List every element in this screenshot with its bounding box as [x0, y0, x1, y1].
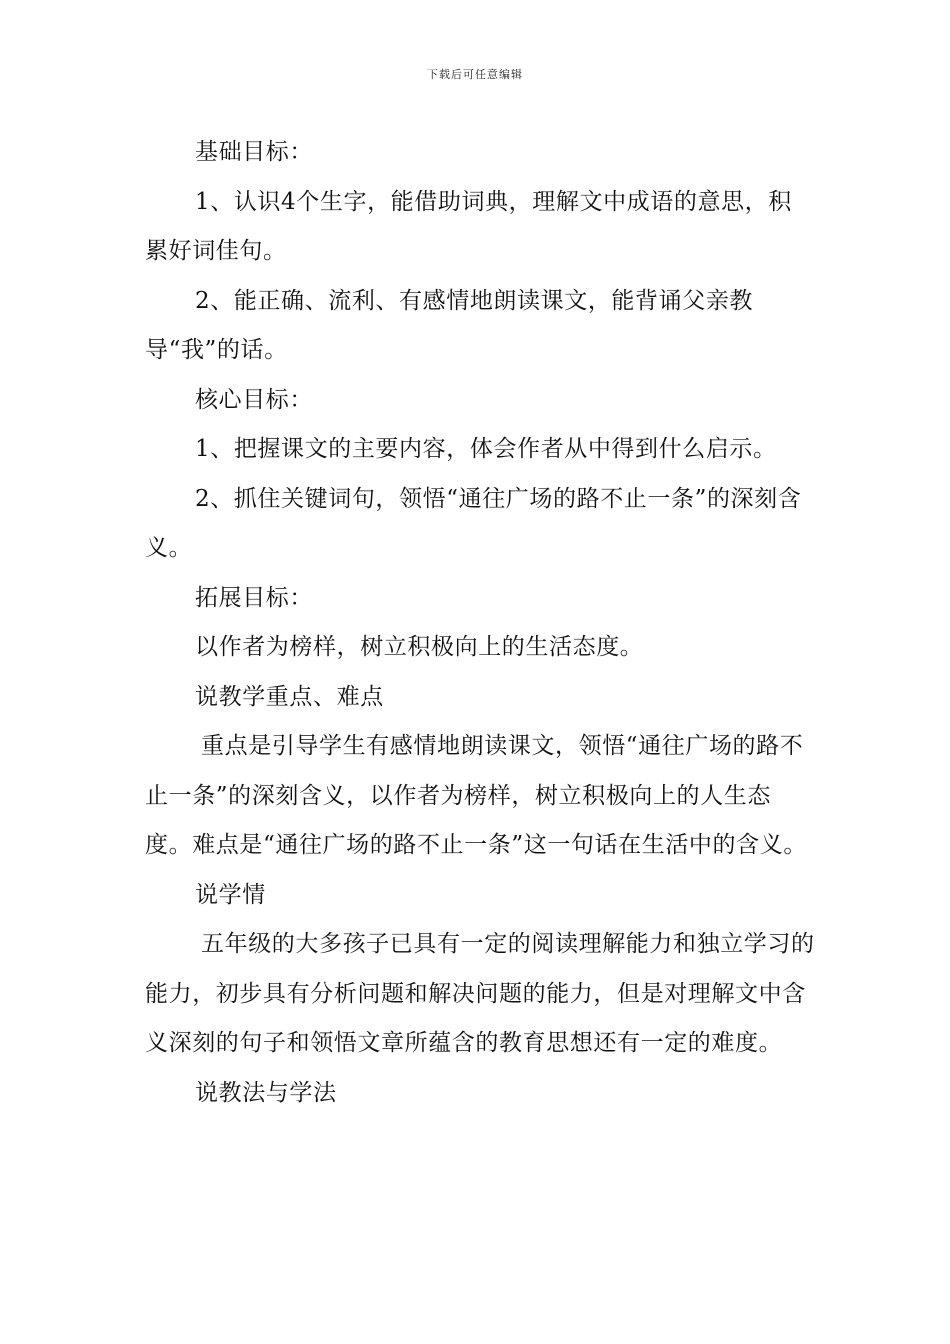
- section-heading-key-points: 说教学重点、难点: [195, 683, 384, 710]
- section-heading-core-goals: 核心目标：: [195, 386, 313, 413]
- paragraph-core-goal-1: 1、把握课文的主要内容，体会作者从中得到什么启示。: [195, 436, 777, 462]
- paragraph-core-goal-2: 2、抓住关键词句，领悟“通往广场的路不止一条”的深刻含义。: [145, 485, 802, 561]
- document-body: [145, 128, 815, 1118]
- header-note: 下载后可任意编辑: [427, 68, 523, 81]
- paragraph-key-points: 重点是引导学生有感情地朗读课文，领悟“通往广场的路不止一条”的深刻含义，以作者为榜样，树立积极向上的人生态度。难点是“通往广场的路不止一条”这一句话在生活中的含义。: [145, 733, 807, 858]
- section-heading-teaching-methods: 说教法与学法: [195, 1079, 337, 1106]
- paragraph-basic-goal-2: 2、能正确、流利、有感情地朗读课文，能背诵父亲教导“我”的话。: [145, 287, 754, 363]
- section-heading-learner-analysis: 说学情: [195, 881, 266, 908]
- section-heading-extended-goals: 拓展目标：: [195, 584, 313, 611]
- paragraph-learner-analysis: 五年级的大多孩子已具有一定的阅读理解能力和独立学习的能力，初步具有分析问题和解决问题的能力，但是对理解文中含义深刻的句子和领悟文章所蕴含的教育思想还有一定的难度。: [145, 931, 815, 1056]
- paragraph-extended-goal: 以作者为榜样，树立积极向上的生活态度。: [195, 634, 644, 660]
- section-heading-basic-goals: 基础目标：: [195, 139, 313, 165]
- paragraph-basic-goal-1: 1、认识4个生字，能借助词典，理解文中成语的意思，积累好词佳句。: [145, 188, 792, 264]
